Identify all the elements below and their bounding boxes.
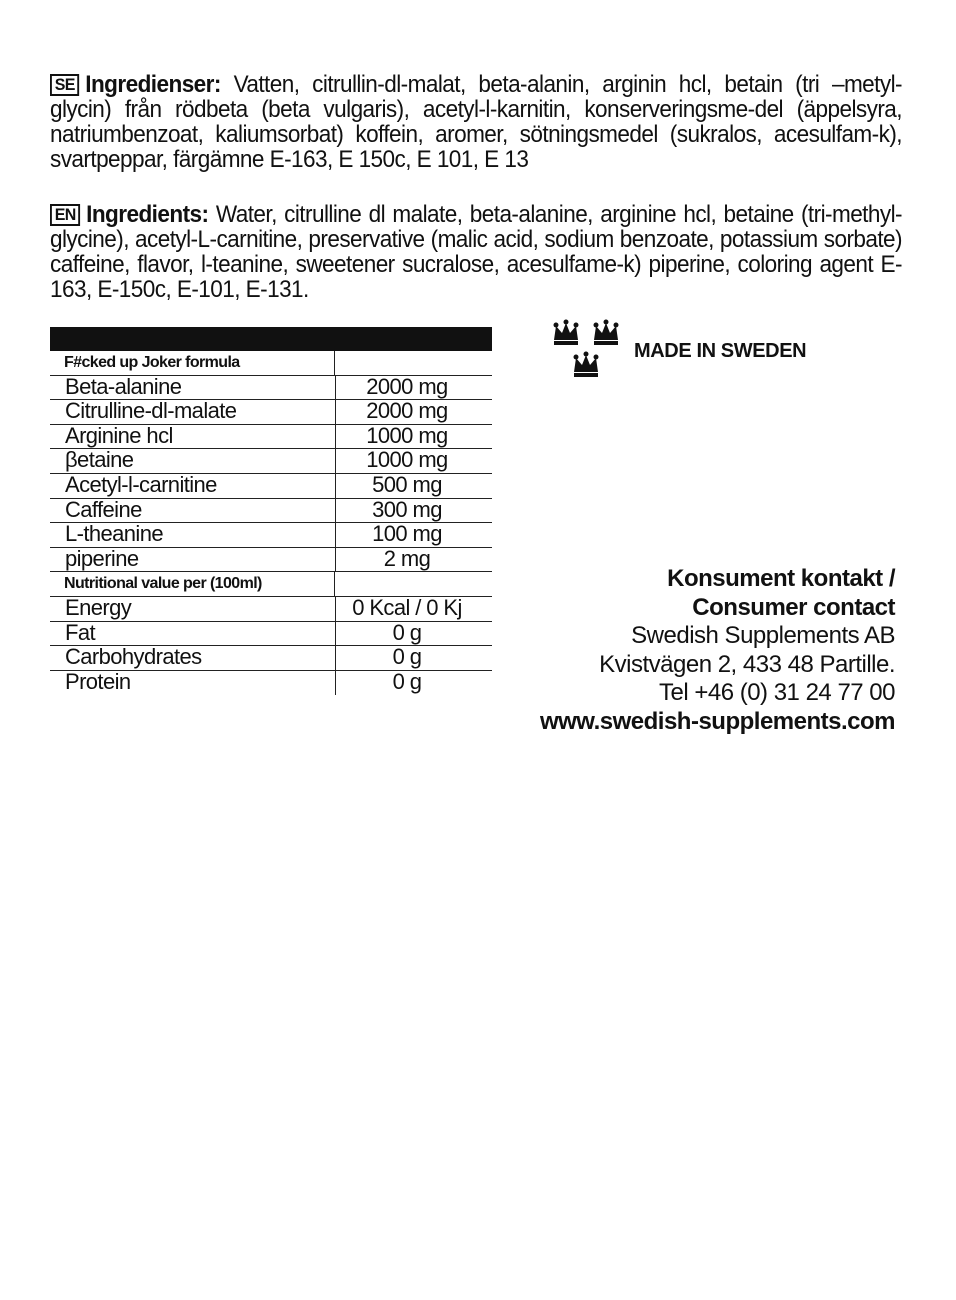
nutrition-table [50, 327, 492, 695]
ingredient-name: Beta-alanine [50, 376, 336, 400]
company-website[interactable]: www.swedish-supplements.com [539, 707, 895, 735]
ingredient-name: βetaine [50, 449, 336, 473]
ingredient-amount: 0 Kcal / 0 Kj [352, 594, 462, 620]
ingredient-amount: 1000 mg [366, 422, 448, 448]
table-row [50, 373, 492, 401]
table-row [50, 449, 492, 474]
ingredient-name: Arginine hcl [50, 425, 336, 449]
ingredient-name: Energy [50, 597, 336, 621]
ingredients-se [50, 72, 902, 172]
table-row [50, 594, 492, 622]
ingredients-se-heading: Ingredienser: [85, 71, 221, 98]
ingredient-name: Protein [50, 671, 336, 696]
nutrition-section-row [50, 572, 492, 597]
ingredient-name: Fat [50, 622, 336, 646]
three-crowns-icon [552, 318, 632, 382]
contact-title-sv: Konsument kontakt / [667, 565, 895, 592]
consumer-contact [540, 565, 895, 737]
ingredient-name: Carbohydrates [50, 646, 336, 670]
table-row [50, 619, 492, 647]
language-tag-en: EN [50, 204, 80, 226]
language-tag-se: SE [50, 74, 80, 96]
ingredient-name: Acetyl-l-carnitine [50, 474, 336, 498]
ingredients-se-text: Vatten, citrullin-dl-malat, beta-alanin, arginin hcl, betain (tri –metyl-glycin) från rödbeta (beta vulgaris), acetyl-l-karnitin, konserveringsme-del (äppelsyra, natriumbenzoat, kaliumsorbat) koffein, aromer, sötningsmedel (sukralos, acesulfam-k), svartpeppar, färgämne E-163, E 150c, E 101, E 13 [50, 71, 902, 173]
ingredient-name: Citrulline-dl-malate [50, 400, 336, 424]
formula-section-row [50, 351, 492, 376]
ingredient-amount: 100 mg [372, 521, 442, 547]
ingredients-en-text: Water, citrulline dl malate, beta-alanine, arginine hcl, betaine (tri-methyl-glycine), acetyl-L-carnitine, preservative (malic acid, sodium benzoate, potassium sorbate) caffeine, flavor, l-teanine, sweetener sucralose, acesulfame-k) piperine, coloring agent E-163, E-150c, E-101, E-131. [50, 201, 902, 303]
ingredient-name: Caffeine [50, 499, 336, 523]
ingredients-en-heading: Ingredients: [86, 201, 209, 228]
ingredient-amount: 1000 mg [366, 447, 448, 473]
made-in-sweden-label: MADE IN SWEDEN [634, 340, 807, 362]
nutrition-title: Nutritional value per (100ml) [50, 572, 335, 596]
ingredient-amount: 2000 mg [366, 373, 448, 399]
table-header-bar [50, 327, 492, 351]
ingredient-amount: 0 g [392, 619, 422, 645]
company-phone: Tel +46 (0) 31 24 77 00 [658, 679, 895, 707]
company-address: Kvistvägen 2, 433 48 Partille. [599, 650, 895, 678]
ingredient-amount: 0 g [392, 644, 422, 670]
company-name: Swedish Supplements AB [631, 622, 895, 650]
table-row [50, 471, 492, 499]
ingredient-name: piperine [50, 548, 336, 572]
ingredient-amount: 500 mg [372, 471, 442, 497]
ingredient-amount: 2 mg [383, 545, 431, 571]
table-row [50, 496, 492, 524]
ingredients-en [50, 202, 902, 302]
ingredient-amount: 300 mg [372, 496, 442, 522]
made-in-sweden-badge [552, 318, 852, 382]
table-row [50, 646, 492, 671]
ingredient-amount: 0 g [392, 668, 422, 694]
ingredient-amount: 2000 mg [366, 398, 448, 424]
ingredient-name: L-theanine [50, 523, 336, 547]
table-row [50, 668, 492, 696]
table-row [50, 400, 492, 425]
contact-title-en: Consumer contact [692, 593, 895, 621]
table-row [50, 545, 492, 573]
formula-title: F#cked up Joker formula [50, 351, 335, 375]
table-row [50, 422, 492, 450]
table-row [50, 523, 492, 548]
